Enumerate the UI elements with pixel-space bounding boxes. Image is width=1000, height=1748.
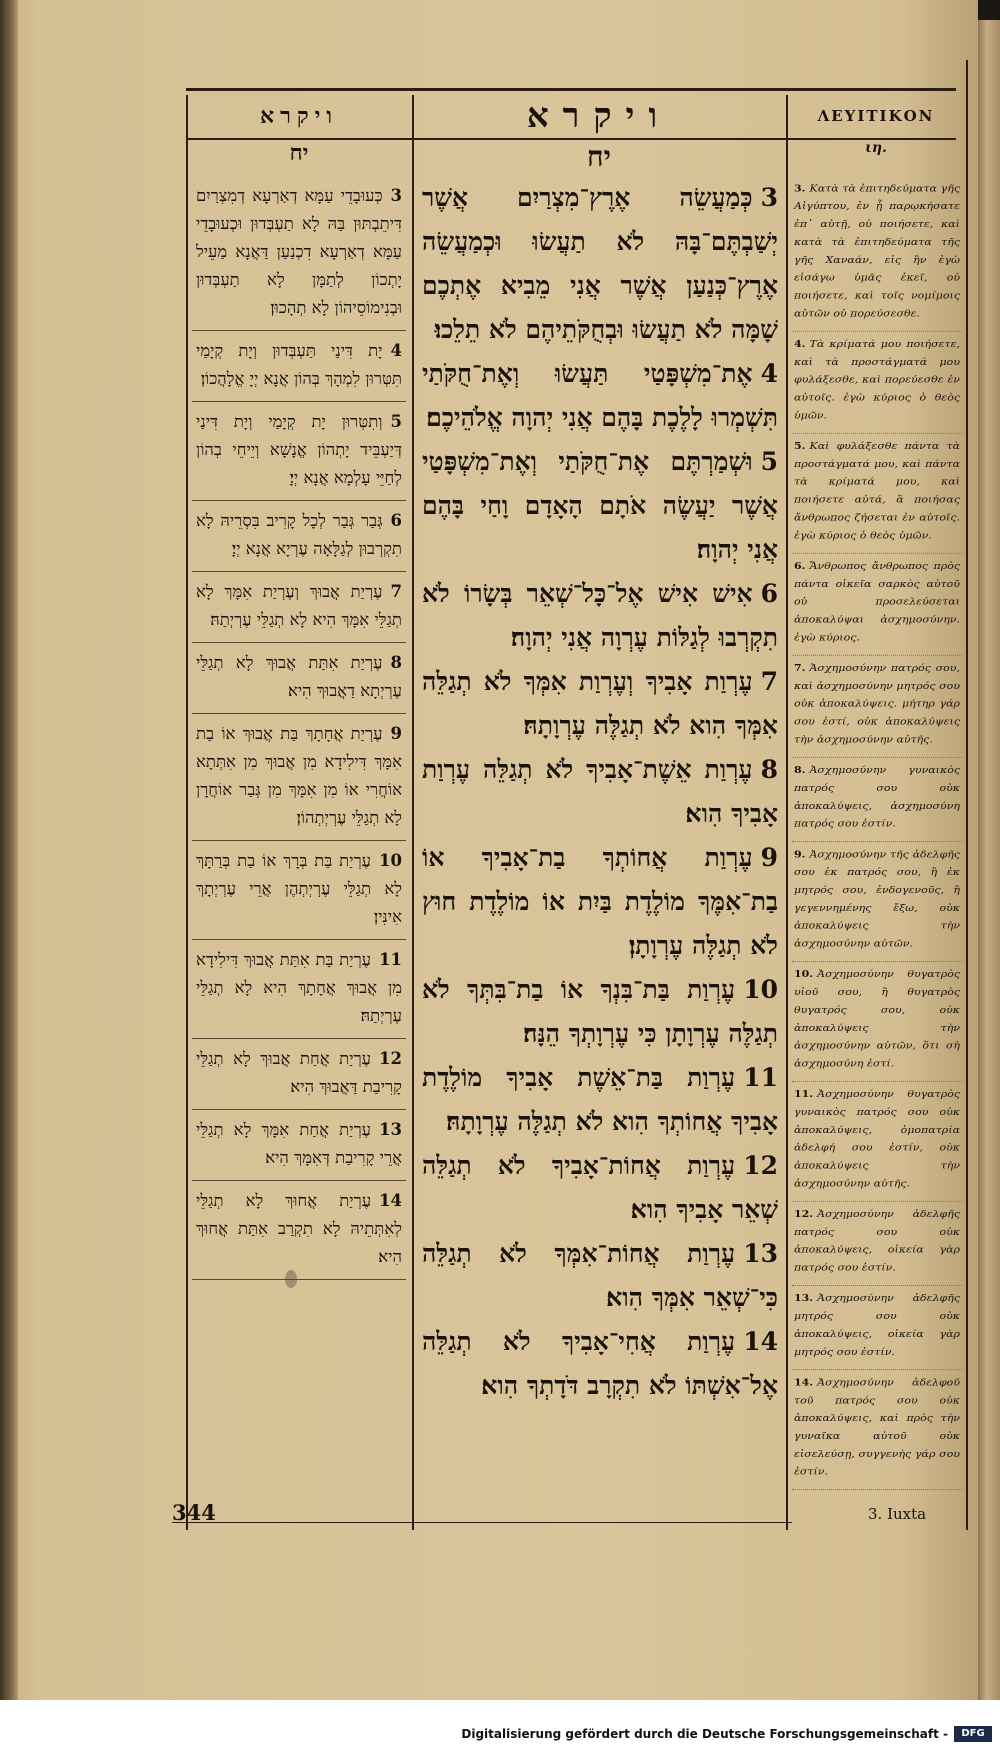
verse-text: עֶרְוַת בַּת־בִּנְךָ אוֹ בַת־בִּתְּךָ לֹא תְגַלֶּה עֶרְוָתָן כִּי עֶרְוָתְךָ הֵנָּה׃ [422,975,778,1048]
running-head-greek: ΛΕΥΙΤΙΚΟΝ [817,107,935,125]
greek-verse [792,962,962,1082]
verse-number: 7 [760,667,778,696]
onkelos-verse [192,643,406,714]
verse-text: עֶרְוַת אֲחִי־אָבִיךָ לֹא תְגַלֵּה אֶל־אִשְׁתּוֹ לֹא תִקְרָב דֹּדָתְךָ הִוא׃ [422,1327,778,1400]
verse-text: עֶרְיַת אֲחוּךְ לָא תְגַלֵּי לְאִתְּתֵיהּ לָא תִקְרַב אִתַּת אֲחוּךְ הִיא׃ [196,1191,402,1266]
verse-text: עֶרְיַת אֲחַת אִמָּךְ לָא תְגַלֵּי אֲרֵי קָרִיבַת דְּאִמָּךְ הִיא׃ [196,1120,402,1167]
verse-text: אֶת־מִשְׁפָּטַי תַּעֲשׂוּ וְאֶת־חֻקֹּתַי תִּשְׁמְרוּ לָלֶכֶת בָּהֶם אֲנִי יְהוָה אֱלֹהֵיכֶם׃ [422,359,778,432]
hebrew-verse [420,352,780,440]
page-number: 344 [172,1500,216,1525]
verse-number: 4 [760,359,778,388]
verse-number: 9 [390,724,402,743]
verse-text: Κατὰ τὰ ἐπιτηδεύματα γῆς Αἰγύπτου, ἐν ᾗ παρῳκήσατε ἐπ᾽ αὐτῇ, οὐ ποιήσετε, καὶ κατὰ τὰ ἐπιτηδεύματα τῆς γῆς Χαναάν, εἰς ἣν ἐγὼ εἰσάγω ὑμᾶς ἐκεῖ, οὐ ποιήσετε, καὶ τοῖς νομίμοις αὐτῶν οὐ πορεύσεσθε. [794,182,960,319]
facing-page-edge [978,20,1000,1710]
greek-verse [792,434,962,554]
verse-number: 4 [390,341,402,360]
verse-text: עֶרְוַת אֲחוֹתְךָ בַת־אָבִיךָ אוֹ בַת־אִמֶּךָ מוֹלֶדֶת בַּיִת אוֹ מוֹלֶדֶת חוּץ לֹא תְגַלֶּה עֶרְוָתָן׃ [422,843,778,960]
footer-credit: Digitalisierung gefördert durch die Deutsche Forschungsgemeinschaft - [461,1727,948,1741]
verse-text: וְתִטְּרוּן יָת קְיָמַי וְיָת דִּינַי דְּיַעְבֵּיד יָתְהוֹן אֱנָשָׁא וְיֵיחֵי בְהוֹן לְחַיֵּי עָלְמָא אֲנָא יְיָ׃ [196,412,402,487]
verse-text: עֶרְוַת אֲחוֹת־אִמְּךָ לֹא תְגַלֵּה כִּי־שְׁאֵר אִמְּךָ הִוא׃ [422,1239,778,1312]
verse-text: Ἀσχημοσύνην ἀδελφοῦ τοῦ πατρός σου οὐκ ἀποκαλύψεις, καὶ πρὸς τὴν γυναῖκα αὐτοῦ οὐκ εἰσελεύσῃ, συγγενὴς γάρ σου ἐστίν. [794,1376,960,1478]
verse-text: עֶרְיַת אִתַּת אֲבוּךְ לָא תְגַלֵּי עֶרְיְתָא דַאֲבוּךְ הִיא׃ [196,653,402,700]
verse-text: Ἀσχημοσύνην ἀδελφῆς μητρός σου οὐκ ἀποκαλύψεις, οἰκεία γὰρ μητρός σου ἐστίν. [794,1292,960,1358]
greek-verse [792,842,962,962]
verse-number: 14 [743,1327,778,1356]
verse-text: יָת דִּינַי תַּעְבְּדוּן וְיָת קְיָמַי תִּטְּרוּן לִמְהָךְ בְּהוֹן אֲנָא יְיָ אֱלָהֲכוֹן׃ [196,341,402,388]
verse-number: 9 [760,843,778,872]
verse-text: Ἀσχημοσύνην ἀδελφῆς πατρός σου οὐκ ἀποκαλύψεις, οἰκεία γὰρ πατρός σου ἐστίν. [794,1208,960,1274]
verse-text: עֶרְיַת בַּת אִתַּת אֲבוּךְ דִּילִידָא מִן אֲבוּךְ אֲחָתָךְ הִיא לָא תְגַלֵּי עֶרְיְתַהּ׃ [196,950,402,1025]
greek-verse [792,554,962,656]
hebrew-verse [420,440,780,572]
verse-number: 4. [794,338,806,350]
onkelos-verse [192,501,406,572]
verse-text: Ἀσχημοσύνην πατρός σου, καὶ ἀσχημοσύνην μητρός σου οὐκ ἀποκαλύψεις. μήτηρ γάρ σου ἐστί, οὐκ ἀποκαλύψεις τὴν ἀσχημοσύνην αὐτῆς. [794,662,960,745]
verse-number: 3 [390,186,402,205]
verse-number: 8 [760,755,778,784]
column-rule-2 [786,95,788,1530]
hebrew-verse [420,1056,780,1144]
verse-number: 6 [390,511,402,530]
greek-verse [792,758,962,842]
hebrew-verse [420,1232,780,1320]
verse-number: 14 [379,1191,402,1210]
verse-number: 3. [794,182,806,194]
foot-rule [172,1522,792,1523]
greek-column [792,176,962,1490]
verse-number: 12 [743,1151,778,1180]
verse-number: 11 [379,950,402,969]
verse-text: עֶרְיַת בַּת בְּרָךְ אוֹ בַת בְּרַתָּךְ לָא תְגַלֵּי עֶרְיְתְהֶן אֲרֵי עֶרְיְתָךְ אִינִּין׃ [196,851,402,926]
book-gutter [0,0,18,1700]
hebrew-verse [420,1144,780,1232]
verse-text: עֶרְוַת בַּת־אֵשֶׁת אָבִיךָ מוֹלֶדֶת אָבִיךָ אֲחוֹתְךָ הִוא לֹא תְגַלֶּה עֶרְוָתָהּ׃ [422,1063,778,1136]
chapter-number-hebrew: יח [587,140,611,173]
onkelos-verse [192,176,406,331]
onkelos-verse [192,1110,406,1181]
verse-number: 14. [794,1376,814,1388]
column-rule-1 [412,95,414,1530]
verse-number: 6. [794,560,806,572]
hebrew-verse [420,176,780,352]
chapter-number-greek: ιη. [865,140,887,156]
verse-text: אִישׁ אִישׁ אֶל־כָּל־שְׁאֵר בְּשָׂרוֹ לֹא תִקְרְבוּ לְגַלּוֹת עֶרְוָה אֲנִי יְהוָה׃ [422,579,778,652]
hebrew-verse [420,572,780,660]
verse-text: Καὶ φυλάξεσθε πάντα τὰ προστάγματά μου, καὶ πάντα τὰ κρίματά μου, καὶ ποιήσετε αὐτά, ἃ ποιήσας ἄνθρωπος ζήσεται ἐν αὐτοῖς. ἐγὼ κύριος ὁ θεὸς ὑμῶν. [794,440,960,541]
verse-number: 8 [390,653,402,672]
verse-text: גְּבַר גְּבַר לְכָל קָרִיב בִּסְרֵיהּ לָא תִקְרְבוּן לְגַלָּאָה עֶרְיָא אֲנָא יְיָ׃ [196,511,402,558]
hebrew-column [420,176,780,1408]
verse-number: 9. [794,848,806,860]
onkelos-verse [192,1181,406,1280]
verse-number: 5. [794,440,806,452]
onkelos-verse [192,572,406,643]
greek-verse [792,332,962,434]
verse-number: 10. [794,968,814,980]
greek-verse [792,656,962,758]
greek-verse [792,1286,962,1370]
verse-text: עֶרְוַת אֲחוֹת־אָבִיךָ לֹא תְגַלֵּה שְׁאֵר אָבִיךָ הִוא׃ [422,1151,778,1224]
verse-number: 11 [743,1063,778,1092]
chapter-number-onkelos: יח [289,140,309,166]
verse-text: עֶרְוַת אָבִיךָ וְעֶרְוַת אִמְּךָ לֹא תְגַלֵּה אִמְּךָ הִוא לֹא תְגַלֶּה עֶרְוָתָהּ׃ [422,667,778,740]
greek-verse [792,1202,962,1286]
verse-number: 5 [390,412,402,431]
verse-number: 10 [743,975,778,1004]
dfg-logo: DFG [954,1726,992,1742]
verse-number: 13 [743,1239,778,1268]
verse-text: Ἀσχημοσύνην γυναικὸς πατρός σου οὐκ ἀποκαλύψεις, ἀσχημοσύνη πατρός σου ἐστίν. [794,764,960,830]
onkelos-verse [192,1039,406,1110]
catchword: 3. Iuxta [868,1505,927,1523]
verse-text: Τὰ κρίματά μου ποιήσετε, καὶ τὰ προστάγματά μου φυλάξεσθε, καὶ πορεύεσθε ἐν αὐτοῖς. ἐγὼ κύριος ὁ θεὸς ὑμῶν. [794,338,960,421]
verse-number: 7. [794,662,806,674]
hebrew-verse [420,836,780,968]
verse-number: 6 [760,579,778,608]
verse-number: 3 [760,183,778,212]
hebrew-verse [420,660,780,748]
verse-text: עֶרְיַת אֲחַת אֲבוּךְ לָא תְגַלֵּי קָרִיבַת דַּאֲבוּךְ הִיא׃ [196,1049,402,1096]
hebrew-verse [420,968,780,1056]
verse-text: עֶרְיַת אֲבוּךְ וְעֶרְיַת אִמָּךְ לָא תְגַלֵּי אִמָּךְ הִיא לָא תְגַלֵּי עֶרְיְתַהּ׃ [196,582,402,629]
running-head-hebrew: ויקרא [526,96,672,136]
verse-text: וּשְׁמַרְתֶּם אֶת־חֻקֹּתַי וְאֶת־מִשְׁפָּטַי אֲשֶׁר יַעֲשֶׂה אֹתָם הָאָדָם וָחַי בָּהֶם אֲנִי יְהוָה׃ [422,447,778,564]
verse-number: 13. [794,1292,814,1304]
greek-verse [792,1370,962,1490]
verse-number: 12 [379,1049,402,1068]
verse-text: כְּמַעֲשֵׂה אֶרֶץ־מִצְרַיִם אֲשֶׁר יְשַׁבְתֶּם־בָּהּ לֹא תַעֲשׂוּ וּכְמַעֲשֵׂה אֶרֶץ־כְּנַעַן אֲשֶׁר אֲנִי מֵבִיא אֶתְכֶם שָׁמָּה לֹא תַעֲשׂוּ וּבְחֻקֹּתֵיהֶם לֹא תֵלֵכוּ׃ [422,183,778,344]
onkelos-verse [192,841,406,940]
column-rule-right [966,60,968,1530]
hebrew-verse [420,748,780,836]
onkelos-verse [192,331,406,402]
verse-text: Ἀσχημοσύνην θυγατρὸς υἱοῦ σου, ἢ θυγατρὸς θυγατρός σου, οὐκ ἀποκαλύψεις τὴν ἀσχημοσύνην αὐτῶν, ὅτι σὴ ἀσχημοσύνη ἐστί. [794,968,960,1070]
verse-text: עֶרְיַת אֲחָתָךְ בַּת אֲבוּךְ אוֹ בַת אִמָּךְ דִּילִידָא מִן אֲבוּךְ מִן אִתְּתָא אוֹחֲרִי אוֹ מִן אִמָּךְ מִן גְּבַר אוֹחֲרָן לָא תְגַלֵּי עֶרְיְתְהוֹן׃ [196,724,402,827]
verse-number: 12. [794,1208,814,1220]
greek-verse [792,1082,962,1202]
verse-number: 10 [379,851,402,870]
verse-number: 13 [379,1120,402,1139]
greek-verse [792,176,962,332]
hebrew-verse [420,1320,780,1408]
verse-text: Ἄνθρωπος ἄνθρωπος πρὸς πάντα οἰκεῖα σαρκὸς αὐτοῦ οὐ προσελεύσεται ἀποκαλύψαι ἀσχημοσύνην. ἐγὼ κύριος. [794,560,960,643]
verse-text: Ἀσχημοσύνην τῆς ἀδελφῆς σου ἐκ πατρός σου, ἢ ἐκ μητρός σου, ἐνδογενοῦς, ἢ γεγεννημένης ἔξω, οὐκ ἀποκαλύψεις τὴν ἀσχημοσύνην αὐτῶν. [794,848,960,950]
verse-text: Ἀσχημοσύνην θυγατρὸς γυναικὸς πατρός σου οὐκ ἀποκαλύψεις, ὁμοπατρία ἀδελφή σου ἐστίν, οὐκ ἀποκαλύψεις τὴν ἀσχημοσύνην αὐτῆς. [794,1088,960,1189]
verse-number: 11. [794,1088,814,1100]
verse-number: 7 [390,582,402,601]
column-rule-left [186,95,188,1530]
running-head-onkelos: ויקרא [259,103,339,129]
verse-number: 5 [760,447,778,476]
verse-text: כְּעוּבָדֵי עַמָּא דְאַרְעָא דְמִצְרַיִם דִּיתֵבְתּוּן בַּהּ לָא תַעְבְּדוּן וּכְעוּבָדֵי עַמָּא דְאַרְעָא דִכְנַעַן דַּאֲנָא מַעֵיל יָתְכוֹן לְתַמָּן לָא תַעְבְּדוּן וּבְנִימוֹסֵיהוֹן לָא תְהָכוּן׃ [196,186,402,317]
onkelos-verse [192,940,406,1039]
onkelos-verse [192,402,406,501]
onkelos-column [192,176,406,1280]
verse-number: 8. [794,764,806,776]
onkelos-verse [192,714,406,841]
verse-text: עֶרְוַת אֵשֶׁת־אָבִיךָ לֹא תְגַלֵּה עֶרְוַת אָבִיךָ הִוא׃ [422,755,778,828]
